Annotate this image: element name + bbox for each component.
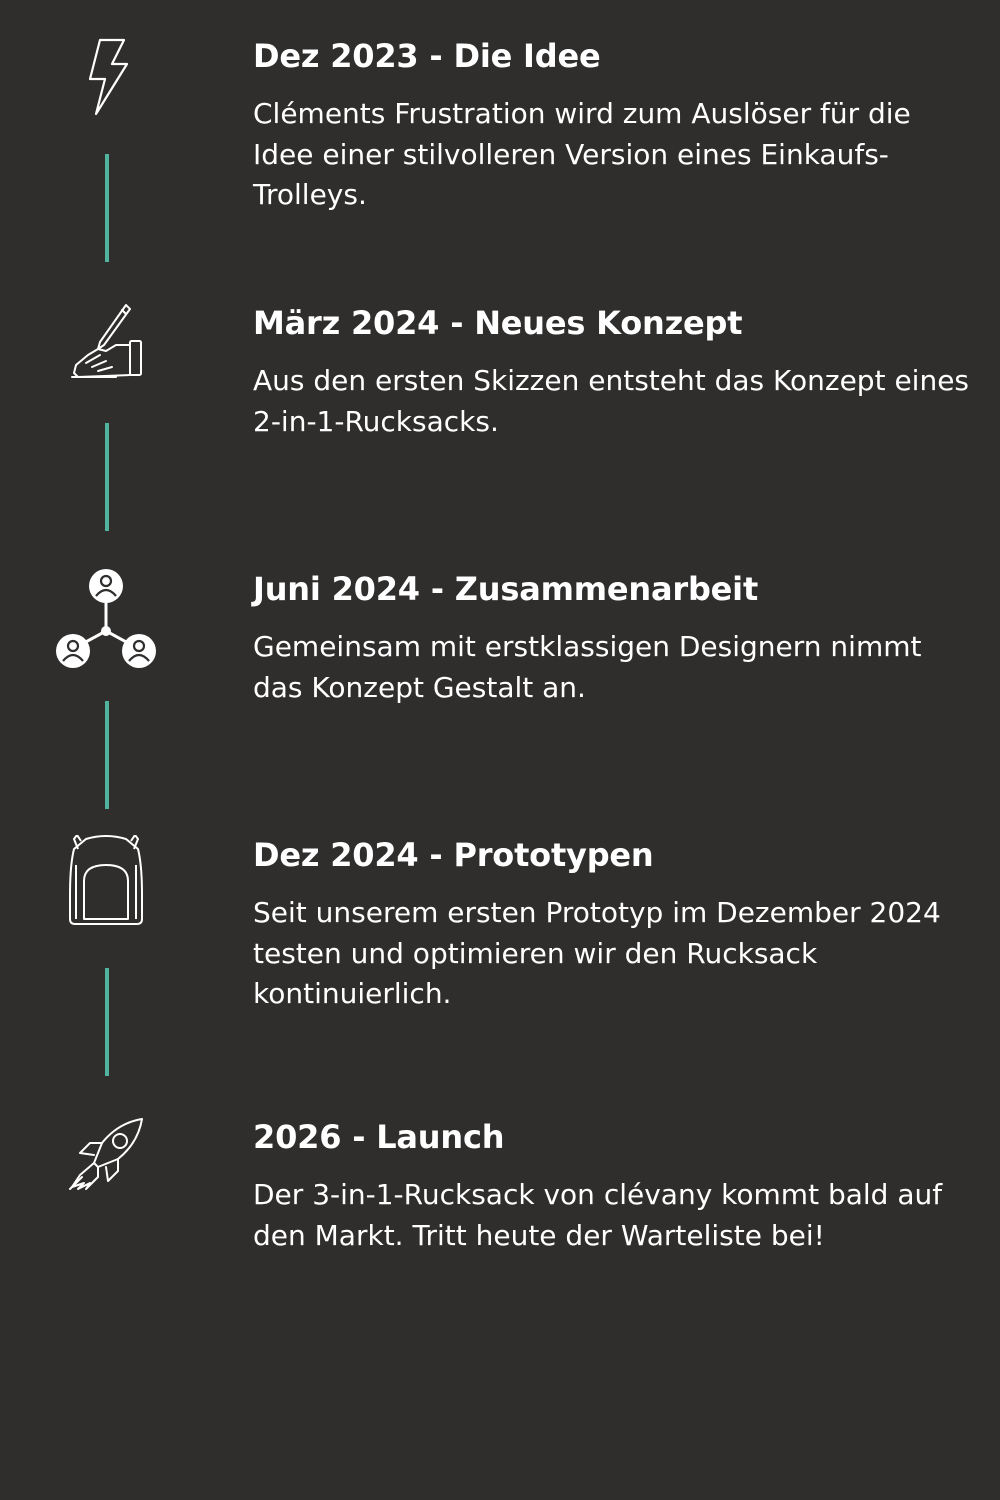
milestone-title: Juni 2024 - Zusammenarbeit <box>253 570 759 608</box>
timeline-connector <box>105 968 109 1076</box>
milestone-title: Dez 2023 - Die Idee <box>253 37 601 75</box>
milestone-title: 2026 - Launch <box>253 1118 505 1156</box>
hand-writing-icon <box>56 303 156 403</box>
milestone-description: Cléments Frustration wird zum Auslöser für die Idee einer stilvolleren Version eines Einkaufs-Trolleys. <box>253 97 911 211</box>
backpack-icon <box>56 835 156 935</box>
collaboration-network-icon <box>56 569 156 669</box>
milestone-title: Dez 2024 - Prototypen <box>253 836 654 874</box>
milestone-title: März 2024 - Neues Konzept <box>253 304 743 342</box>
lightning-icon <box>56 36 156 136</box>
rocket-icon <box>56 1117 156 1217</box>
milestone-description: Aus den ersten Skizzen entsteht das Konzept eines 2-in-1-Rucksacks. <box>253 364 970 438</box>
timeline-connector <box>105 423 109 531</box>
timeline-connector <box>105 154 109 262</box>
milestone-description: Gemeinsam mit erstklassigen Designern nimmt das Konzept Gestalt an. <box>253 630 922 704</box>
milestone-description: Der 3-in-1-Rucksack von clévany kommt bald auf den Markt. Tritt heute der Warteliste bei! <box>253 1178 943 1252</box>
milestone-description: Seit unserem ersten Prototyp im Dezember 2024 testen und optimieren wir den Rucksack kontinuierlich. <box>253 896 941 1010</box>
timeline-connector <box>105 701 109 809</box>
